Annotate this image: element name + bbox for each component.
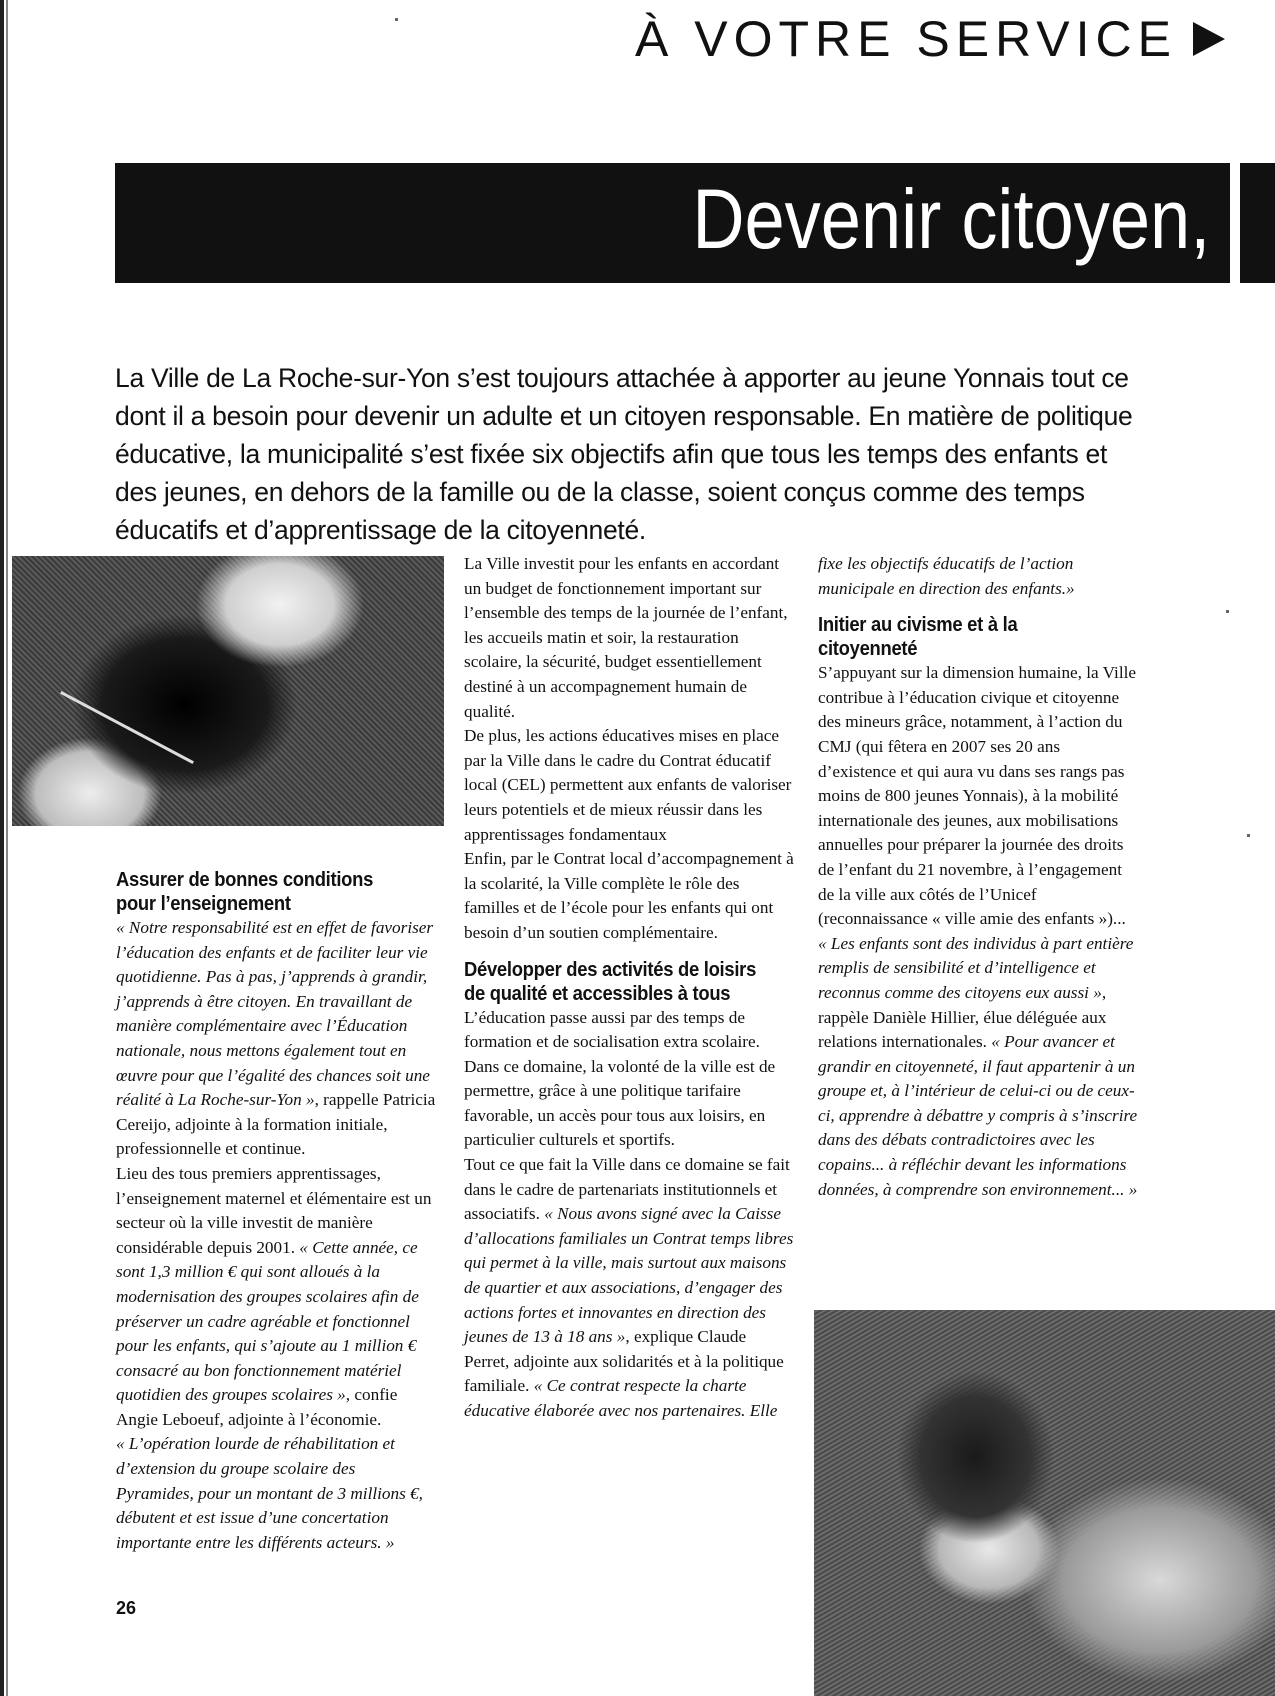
heading-enseignement-line-1: Assurer de bonnes conditions (116, 869, 374, 891)
paragraph (116, 1162, 436, 1433)
attribution: , rappelle Patricia Cereijo, adjointe à la formation initiale, professionnelle et continue. (116, 1090, 436, 1159)
paragraph (116, 1432, 436, 1555)
paragraph: L’éducation passe aussi par des temps de formation et de socialisation extra scolaire. Dans ce domaine, la volonté de la ville est de permettre, grâce à une politique tarifaire favorable, un accès pour tous aux loisirs, en particulier culturels et sportifs. (464, 1007, 776, 1150)
quote: « Pour avancer et grandir en citoyenneté, il faut appartenir à un groupe et, à l’intérieur de celui-ci ou de ceux-ci, apprendre à débattre y compris à s’inscrire dans des débats contradictoires avec les copains... à réfléchir devant les informations données, à comprendre son environnement... » (818, 1032, 1138, 1199)
quote: « Cette année, ce sont 1,3 million € qui sont alloués à la modernisation des groupes scolaires afin de préserver un cadre agréable et fonctionnel pour les enfants, qui s’ajoute au 1 million € consacré au bon fonctionnement matériel quotidien des groupes scolaires » (116, 1237, 419, 1405)
section-header (635, 11, 1225, 67)
scan-edge-secondary (6, 0, 8, 1696)
text: Lieu des tous premiers apprentissages, l’enseignement maternel et élémentaire est un secteur où la ville investit de manière considérable depuis 2001. (116, 1163, 432, 1257)
paragraph (464, 1153, 794, 1424)
quote: « Nous avons signé avec la Caisse d’allocations familiales un Contrat temps libres qui permet à la ville, mais surtout aux maisons de quartier et aux associations, d’engager des actions fortes et innovantes en direction des jeunes de 13 à 18 ans » (464, 1204, 794, 1347)
triangle-arrow-icon (1193, 22, 1225, 56)
paragraph (818, 932, 1138, 1203)
scan-edge (0, 0, 4, 1696)
quote: « L’opération lourde de réhabilitation et d’extension du groupe scolaire des Pyramides, pour un montant de 3 millions €, débutent et est issue d’une concertation importante entre les différents acteurs. » (116, 1434, 423, 1552)
title-band (115, 163, 1230, 283)
attribution: , explique Claude Perret, adjointe aux solidarités et à la politique familiale. (464, 1327, 784, 1396)
quote-continuation: fixe les objectifs éducatifs de l’action municipale en direction des enfants.» (818, 554, 1075, 598)
section-label: À VOTRE SERVICE (635, 11, 1177, 67)
column-2 (464, 552, 794, 1424)
quote: « Notre responsabilité est en effet de favoriser l’éducation des enfants et de faciliter leur vie quotidienne. Pas à pas, j’apprends à grandir, j’apprends à être citoyen. En travaillant de manière complémentaire avec l’Éducation nationale, nous mettons également tout en œuvre pour que l’égalité des chances soit une réalité à La Roche-sur-Yon » (116, 918, 434, 1110)
scan-speck (1226, 610, 1229, 613)
quote: « Ce contrat respecte la charte éducative élaborée avec nos partenaires. Elle (464, 1376, 778, 1420)
article-title: Devenir citoyen, (692, 172, 1210, 266)
heading-civisme-line-1: Initier au civisme et à la (818, 614, 1018, 637)
column-1 (116, 868, 436, 1555)
attribution: , rappèle Danièle Hillier, élue déléguée aux relations internationales. (818, 982, 1107, 1052)
heading-loisirs-line-2: de qualité et accessibles à tous (464, 982, 731, 1005)
photo-child-writing (12, 556, 444, 826)
title-band-continuation (1240, 163, 1275, 283)
paragraph (116, 916, 436, 1162)
intro-paragraph: La Ville de La Roche-sur-Yon s’est toujours attachée à apporter au jeune Yonnais tout ce dont il a besoin pour devenir un adulte et un citoyen responsable. En matière de politique éducative, la municipalité s’est fixée six objectifs afin que tous les temps des enfants et des jeunes, en dehors de la famille ou de la classe, soient conçus comme des temps éducatifs et d’apprentissage de la citoyenneté. (115, 362, 1133, 545)
paragraph (818, 552, 1138, 601)
heading-civisme-line-2: citoyenneté (818, 638, 918, 661)
paragraph: S’appuyant sur la dimension humaine, la Ville contribue à l’éducation civique et citoyenne des mineurs grâce, notamment, à l’action du CMJ (qui fêtera en 2007 ses 20 ans d’existence et qui aura vu dans ses rangs pas moins de 800 jeunes Yonnais), à la mobilité internationale des jeunes, aux mobilisations annuelles pour préparer la journée des droits de l’enfant du 21 novembre, à l’engagement de la ville aux côtés de l’Unicef (reconnaissance « ville amie des enfants »)... (818, 663, 1136, 929)
column-3 (818, 552, 1138, 1202)
pencil-shape (60, 691, 194, 764)
quote: « Les enfants sont des individus à part entière remplis de sensibilité et d’intelligence et reconnus comme des citoyens eux aussi » (818, 933, 1134, 1002)
paragraph: Enfin, par le Contrat local d’accompagnement à la scolarité, la Ville complète le rôle des familles et de l’école pour les enfants qui ont besoin d’un soutien complémentaire. (464, 849, 794, 942)
attribution: , confie Angie Leboeuf, adjointe à l’économie. (116, 1385, 398, 1429)
text: Tout ce que fait la Ville dans ce domaine se fait dans le cadre de partenariats institutionnels et associatifs. (464, 1155, 790, 1224)
heading-loisirs-line-1: Développer des activités de loisirs (464, 958, 757, 981)
heading-enseignement-line-2: pour l’enseignement (116, 893, 291, 915)
scan-speck (395, 18, 398, 21)
paragraph: De plus, les actions éducatives mises en place par la Ville dans le cadre du Contrat éducatif local (CEL) permettent aux enfants de valoriser leurs potentiels et de mieux réussir dans les apprentissages fondamentaux (464, 726, 792, 844)
photo-child-eating (814, 1310, 1275, 1696)
scan-speck (1247, 834, 1250, 837)
paragraph: La Ville investit pour les enfants en accordant un budget de fonctionnement important sur l’ensemble des temps de la journée de l’enfant, les accueils matin et soir, la restauration scolaire, la sécurité, budget essentiellement destiné à un accompagnement humain de qualité. (464, 554, 788, 721)
page-number: 26 (116, 1598, 137, 1618)
